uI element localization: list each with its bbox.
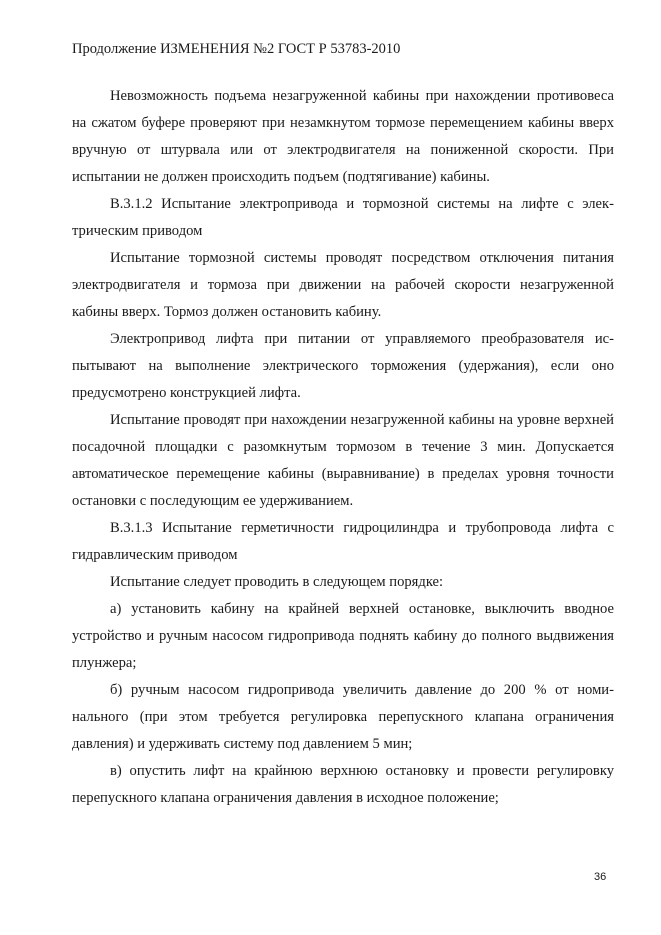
paragraph: Невозможность подъема незагруженной кабины при нахождении противовеса на сжатом буфере проверяют при незамкнутом тормозе перемещением кабины вверх вручную от штурвала или от электродвигателя на пониженной скорости. При испытании не должен происходить подъем (подтягивание) кабины. xyxy=(72,88,614,185)
list-item: в) опустить лифт на крайнюю верхнюю остановку и провести регулировку перепускного клапана ограничения давления в исходное положение; xyxy=(72,763,614,806)
list-item: а) установить кабину на крайней верхней остановке, выключить вводное устройство и ручным насосом гидропривода поднять кабину до полного выдвижения плунжера; xyxy=(72,601,614,671)
document-body xyxy=(72,83,614,812)
page-number: 36 xyxy=(594,871,607,883)
section-heading: В.3.1.3 Испытание герметичности гидроцилиндра и трубопровода лифта с гидравлическим приводом xyxy=(72,520,614,563)
section-heading: В.3.1.2 Испытание электропривода и тормозной системы на лифте с электрическим приводом xyxy=(72,196,614,239)
paragraph: Испытание тормозной системы проводят посредством отключения питания электродвигателя и тормоза при движении на рабочей скорости незагруженной кабины вверх. Тормоз должен остановить кабину. xyxy=(72,250,614,320)
paragraph: Испытание проводят при нахождении незагруженной кабины на уровне верхней посадочной площадки с разомкнутым тормозом в течение 3 мин. Допускается автоматическое перемещение кабины (выравнивание) в пределах уровня точности остановки с последующим ее удерживанием. xyxy=(72,412,614,509)
paragraph: Электропривод лифта при питании от управляемого преобразователя испытывают на выполнение электрического торможения (удержания), если оно предусмотрено конструкцией лифта. xyxy=(72,331,614,401)
paragraph: Испытание следует проводить в следующем порядке: xyxy=(110,574,444,590)
list-item: б) ручным насосом гидропривода увеличить давление до 200 % от номинального (при этом требуется регулировка перепускного клапана ограничения давления) и удерживать систему под давлением 5 мин; xyxy=(72,682,614,752)
running-header: Продолжение ИЗМЕНЕНИЯ №2 ГОСТ Р 53783-2010 xyxy=(72,41,401,57)
